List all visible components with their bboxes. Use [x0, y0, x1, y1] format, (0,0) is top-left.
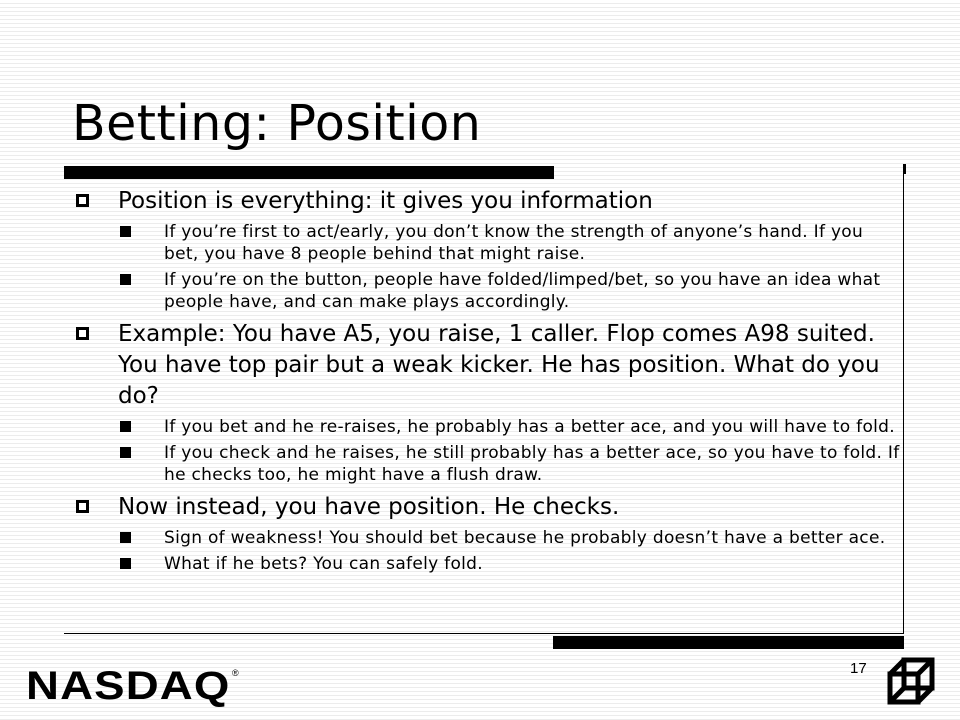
- logo-wordmark: NASDAQ: [26, 664, 231, 708]
- bullet-text: Position is everything: it gives you information: [118, 188, 653, 214]
- sub-bullet-text: What if he bets? You can safely fold.: [164, 554, 483, 574]
- sub-bullet-text: Sign of weakness! You should bet because he probably doesn’t have a better ace.: [164, 528, 886, 548]
- filled-square-icon: [120, 421, 131, 432]
- slide-title: Betting: Position: [72, 95, 482, 152]
- bullet-list: [72, 186, 902, 579]
- registered-mark: ®: [232, 668, 239, 678]
- page-number: 17: [850, 660, 867, 677]
- bullet-item: [72, 186, 902, 217]
- sub-bullet-item: [72, 553, 902, 575]
- hollow-square-icon: [76, 194, 89, 207]
- filled-square-icon: [120, 274, 131, 285]
- bullet-item: [72, 492, 902, 523]
- sub-bullet-text: If you’re on the button, people have folded/limped/bet, so you have an idea what people have, and can make plays accordingly.: [164, 270, 881, 312]
- hollow-square-icon: [76, 500, 89, 513]
- sub-bullet-item: [72, 269, 902, 313]
- sub-bullet-text: If you’re first to act/early, you don’t know the strength of anyone’s hand. If you bet, you have 8 people behind that might raise.: [164, 222, 864, 264]
- filled-square-icon: [120, 532, 131, 543]
- bullet-text: Now instead, you have position. He checks.: [118, 494, 620, 520]
- bullet-item: [72, 319, 902, 412]
- wireframe-cube-icon: [886, 656, 936, 708]
- filled-square-icon: [120, 447, 131, 458]
- filled-square-icon: [120, 226, 131, 237]
- filled-square-icon: [120, 558, 131, 569]
- sub-bullet-text: If you check and he raises, he still probably has a better ace, so you have to fold. If he checks too, he might have a flush draw.: [164, 443, 900, 485]
- sub-bullet-item: [72, 527, 902, 549]
- sub-bullet-text: If you bet and he re-raises, he probably has a better ace, and you will have to fold.: [164, 417, 895, 437]
- sub-bullet-item: [72, 221, 902, 265]
- frame-corner-tick: [903, 164, 906, 174]
- hollow-square-icon: [76, 327, 89, 340]
- bottom-rule-bar: [553, 636, 904, 649]
- sub-bullet-item: [72, 416, 902, 438]
- bullet-text: Example: You have A5, you raise, 1 caller. Flop comes A98 suited. You have top pair but a weak kicker. He has position. What do you do?: [118, 321, 880, 409]
- sub-bullet-item: [72, 442, 902, 486]
- nasdaq-logo: [26, 664, 239, 708]
